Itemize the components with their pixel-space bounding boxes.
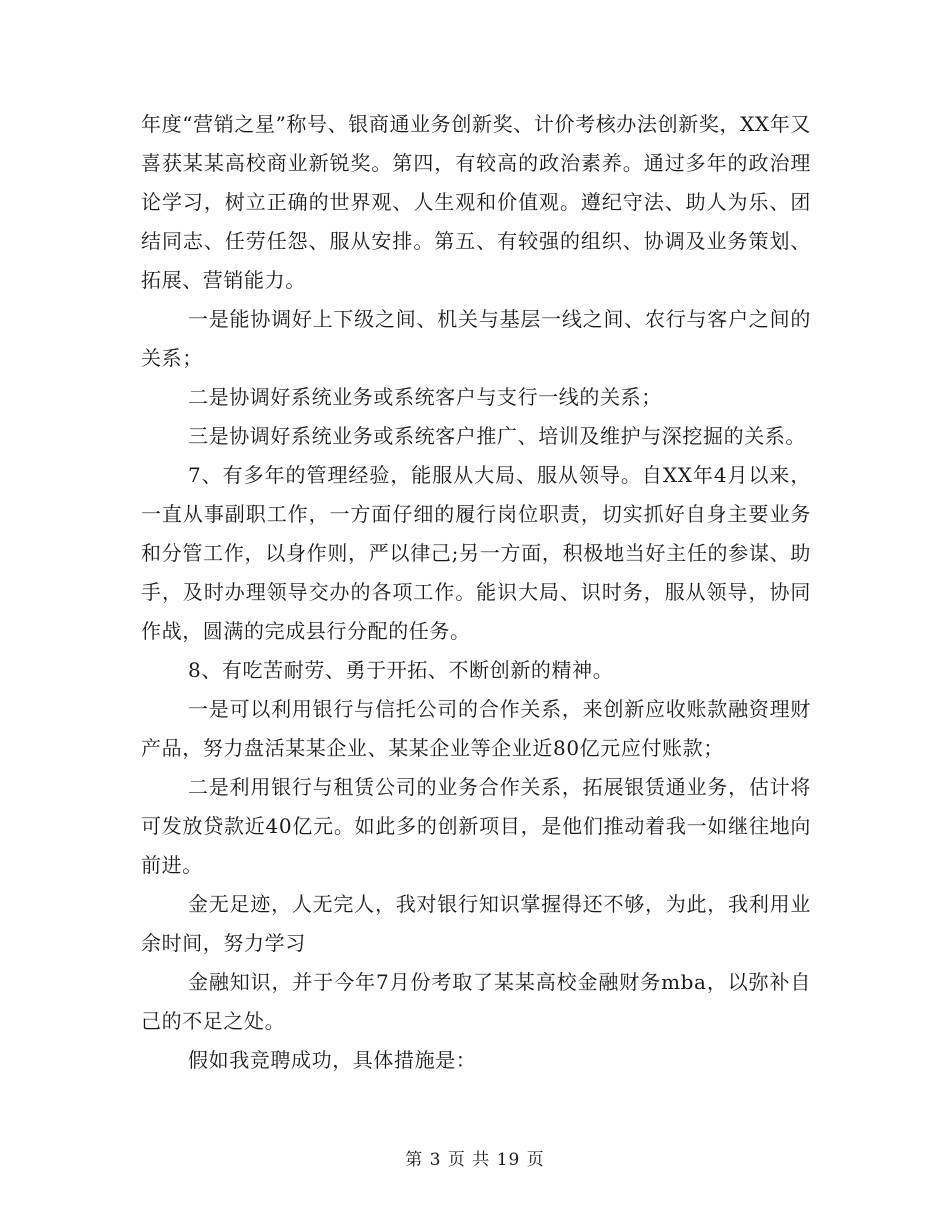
paragraph-innovation-2: 二是利用银行与租赁公司的业务合作关系，拓展银赁通业务，估计将可发放贷款近40亿元。如此多的创新项目，是他们推动着我一如继往地向前进。 — [141, 775, 811, 877]
page-number-footer: 第 3 页 共 19 页 — [405, 1150, 545, 1170]
paragraph-measures-intro: 假如我竞聘成功，具体措施是： — [188, 1048, 477, 1072]
paragraph-continuation: 年度“营销之星”称号、银商通业务创新奖、计价考核办法创新奖，XX年又喜获某某高校商业新锐奖。第四，有较高的政治素养。通过多年的政治理论学习，树立正确的世界观、人生观和价值观。遵纪守法、助人为乐、团结同志、任劳任怨、服从安排。第五、有较强的组织、协调及业务策划、拓展、营销能力。 — [141, 112, 811, 292]
paragraph-coordination-3: 三是协调好系统业务或系统客户推广、培训及维护与深挖掘的关系。 — [188, 424, 806, 448]
paragraph-innovation-heading: 8、有吃苦耐劳、勇于开拓、不断创新的精神。 — [188, 658, 614, 682]
paragraph-financial-study: 金融知识，并于今年7月份考取了某某高校金融财务mba，以弥补自己的不足之处。 — [141, 970, 811, 1033]
paragraph-coordination-2: 二是协调好系统业务或系统客户与支行一线的关系； — [188, 385, 662, 409]
document-body — [141, 105, 811, 1080]
paragraph-innovation-1: 一是可以利用银行与信托公司的合作关系，来创新应收账款融资理财产品，努力盘活某某企业、某某企业等企业近80亿元应付账款； — [141, 697, 811, 760]
paragraph-management-experience: 7、有多年的管理经验，能服从大局、服从领导。自XX年4月以来，一直从事副职工作，一方面仔细的履行岗位职责，切实抓好自身主要业务和分管工作，以身作则，严以律己;另一方面，积极地当好主任的参谋、助手，及时办理领导交办的各项工作。能识大局、识时务，服从领导，协同作战，圆满的完成县行分配的任务。 — [141, 463, 811, 643]
paragraph-coordination-1: 一是能协调好上下级之间、机关与基层一线之间、农行与客户之间的关系； — [141, 307, 811, 370]
paragraph-self-improvement: 金无足迹，人无完人，我对银行知识掌握得还不够，为此，我利用业余时间，努力学习 — [141, 892, 811, 955]
